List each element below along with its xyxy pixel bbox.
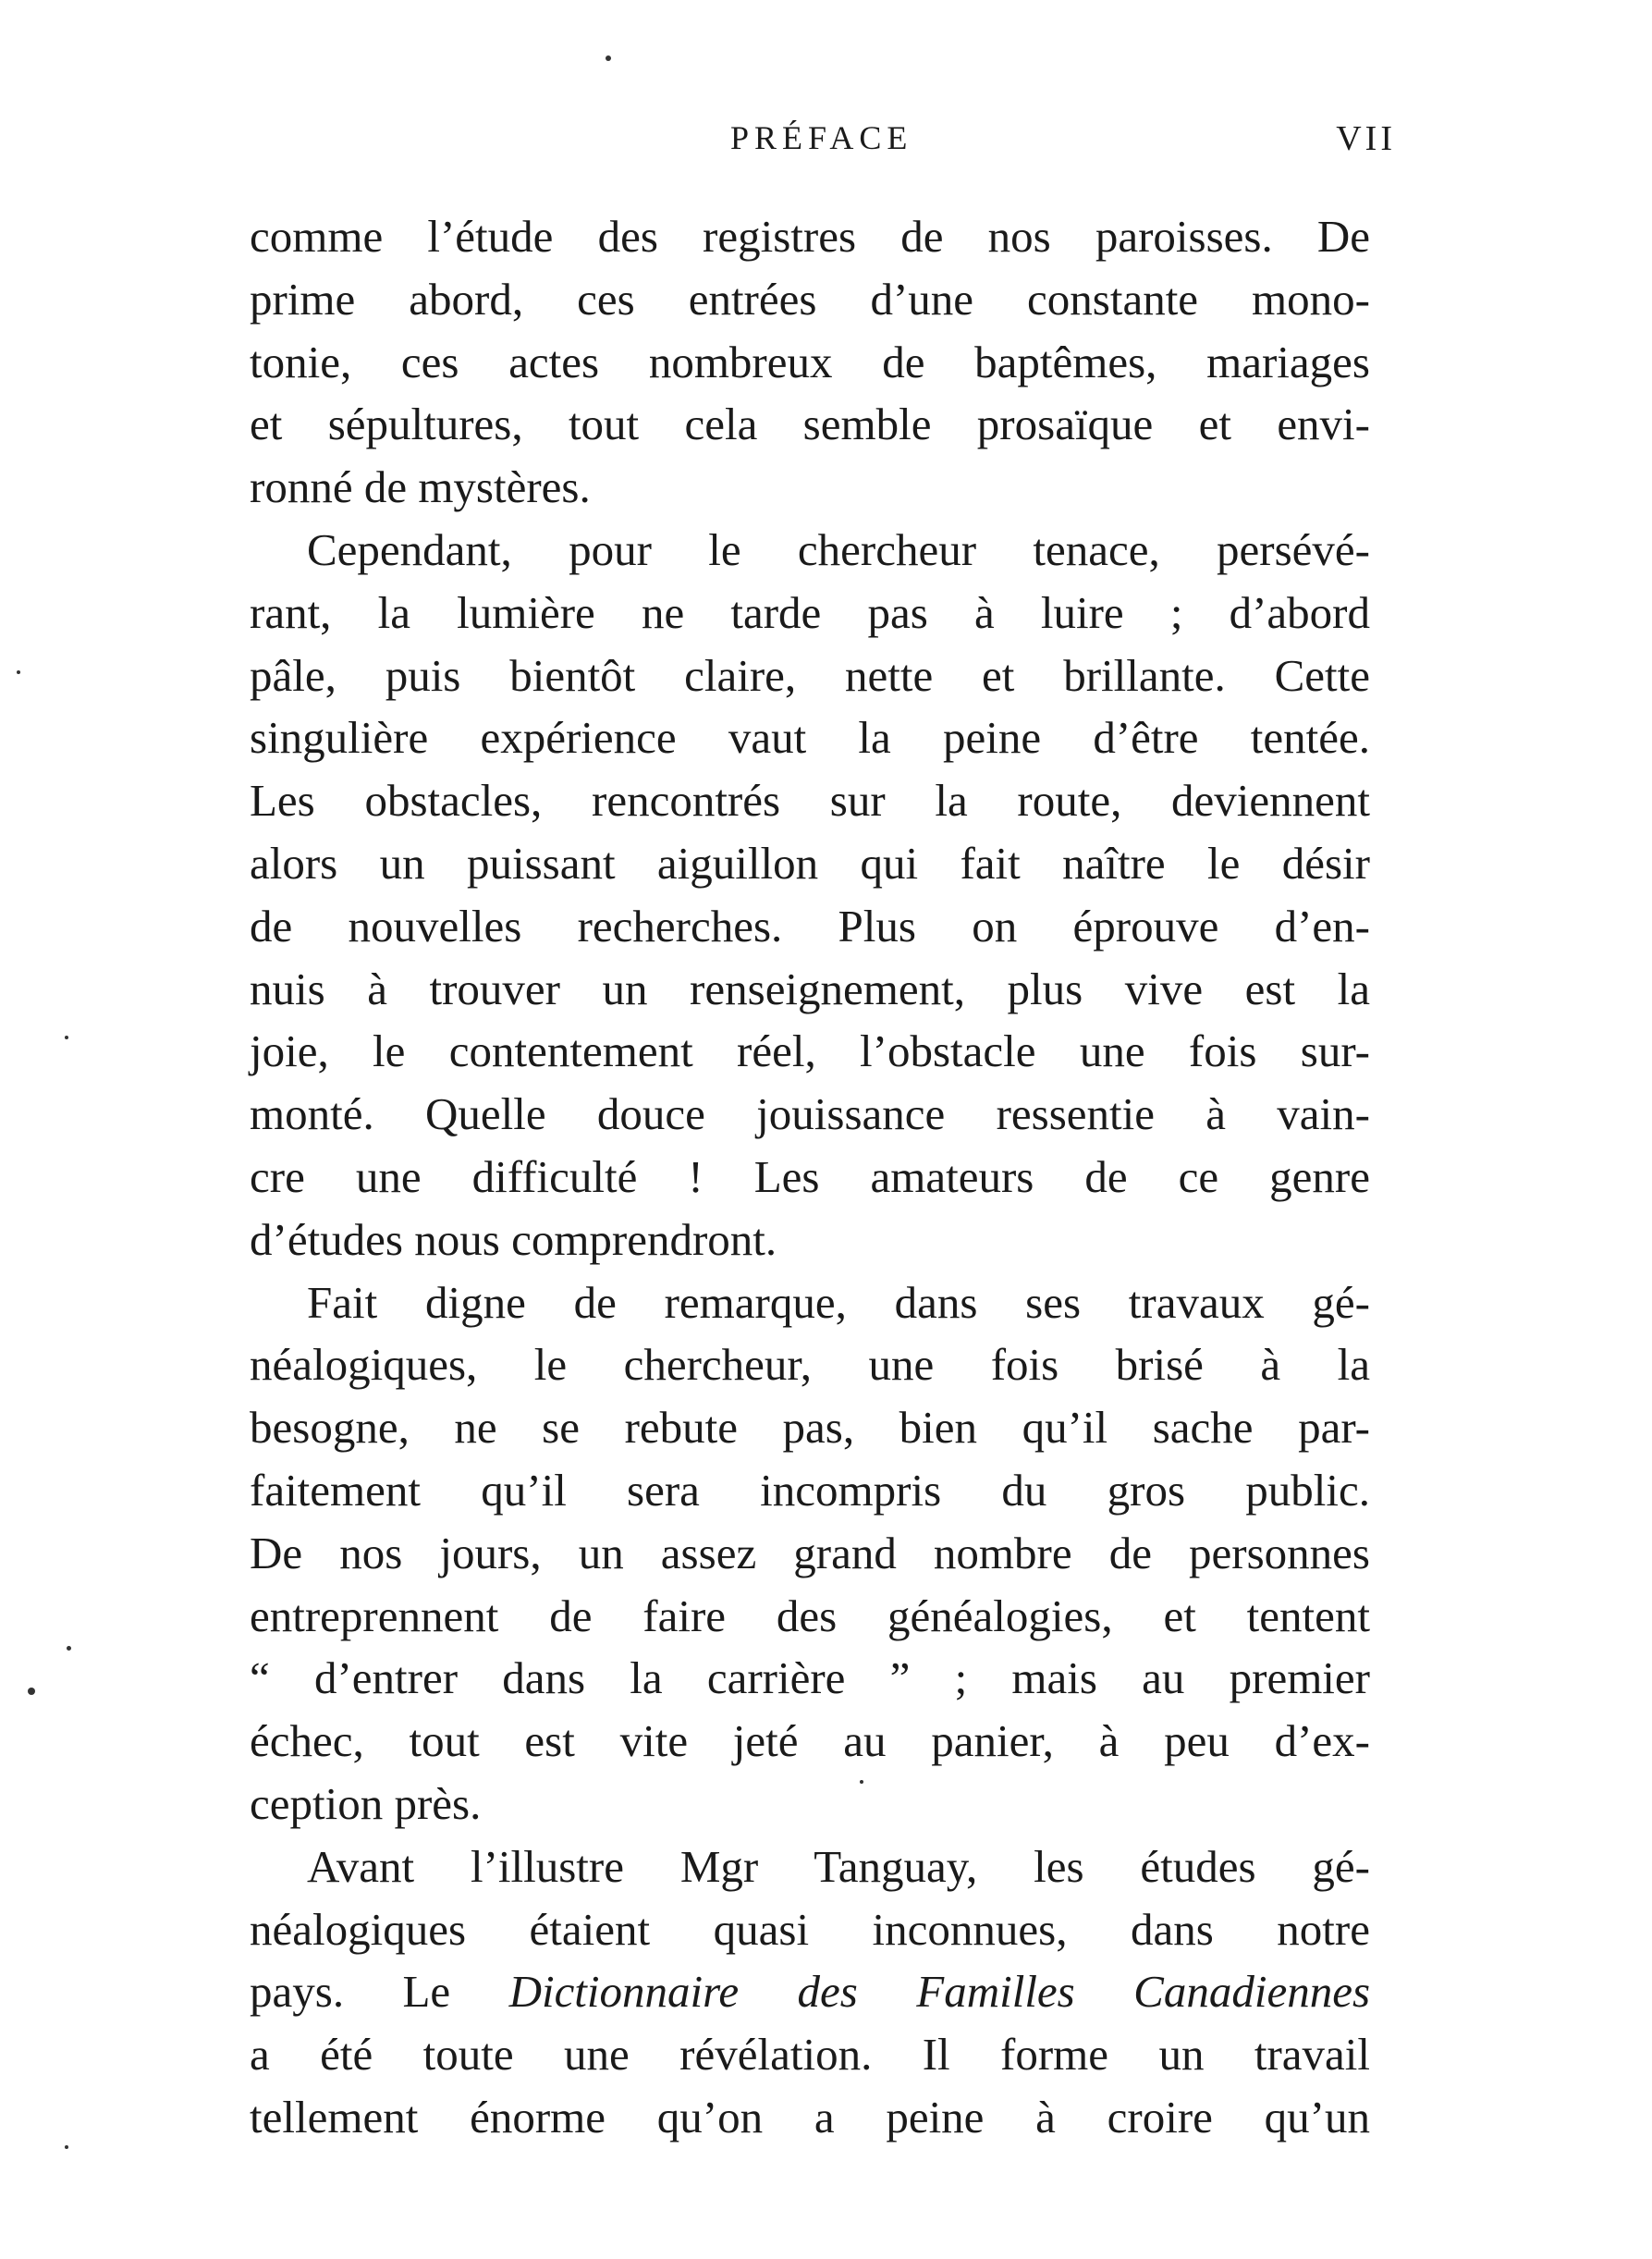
text-line: comme l’étude des registres de nos paroisses. De xyxy=(250,211,1370,262)
text-line: a été toute une révélation. Il forme un travail xyxy=(250,2029,1370,2081)
book-title-italic: Dictionnaire des Familles Canadiennes xyxy=(508,1966,1371,2018)
text-line: de nouvelles recherches. Plus on éprouve d’en- xyxy=(250,900,1370,951)
text-line: tellement énorme qu’on a peine à croire qu’un xyxy=(250,2091,1370,2142)
text-line: De nos jours, un assez grand nombre de personnes xyxy=(250,1527,1370,1578)
text-line: ception près. xyxy=(250,1777,482,1829)
text-line: tonie, ces actes nombreux de baptêmes, mariages xyxy=(250,336,1370,387)
scan-speck xyxy=(28,1688,35,1695)
text-line: d’études nous comprendront. xyxy=(250,1213,777,1265)
scan-speck xyxy=(860,1780,863,1784)
running-title: PRÉFACE xyxy=(730,119,913,156)
text-line: échec, tout est vite jeté au panier, à peu d’ex- xyxy=(250,1715,1370,1767)
text-line: joie, le contentement réel, l’obstacle une fois sur- xyxy=(250,1025,1370,1077)
text-line: pâle, puis bientôt claire, nette et brillante. Cette xyxy=(250,649,1370,701)
line-text-roman: pays. Le xyxy=(250,1966,509,2018)
text-line: singulière expérience vaut la peine d’être tentée. xyxy=(250,712,1370,764)
text-line: entreprennent de faire des généalogies, et tentent xyxy=(250,1590,1370,1641)
scan-speck xyxy=(67,1646,71,1651)
text-line: et sépultures, tout cela semble prosaïque et envi- xyxy=(250,399,1370,450)
text-line: Les obstacles, rencontrés sur la route, deviennent xyxy=(250,775,1370,827)
running-head xyxy=(250,118,1396,174)
page-number: VII xyxy=(1336,119,1396,158)
body-text xyxy=(250,205,1370,2149)
text-line: “ d’entrer dans la carrière ” ; mais au premier xyxy=(250,1652,1370,1704)
text-line: nuis à trouver un renseignement, plus vive est la xyxy=(250,963,1370,1014)
text-line: besogne, ne se rebute pas, bien qu’il sache par- xyxy=(250,1402,1370,1454)
text-line: rant, la lumière ne tarde pas à luire ; d’abord xyxy=(250,586,1370,638)
scan-speck xyxy=(17,670,20,674)
text-line: faitement qu’il sera incompris du gros public. xyxy=(250,1464,1370,1516)
text-line: monté. Quelle douce jouissance ressentie à vain- xyxy=(250,1088,1370,1140)
scan-speck xyxy=(65,1036,68,1039)
text-line: prime abord, ces entrées d’une constante mono- xyxy=(250,273,1370,325)
paragraph-first-line: Cependant, pour le chercheur tenace, persévé- xyxy=(307,523,1370,575)
scan-speck xyxy=(606,55,611,61)
text-line: cre une difficulté ! Les amateurs de ce genre xyxy=(250,1150,1370,1202)
text-line: alors un puissant aiguillon qui fait naître le désir xyxy=(250,837,1370,889)
paragraph-first-line: Fait digne de remarque, dans ses travaux gé- xyxy=(307,1276,1370,1328)
scan-speck xyxy=(65,2145,68,2149)
text-line: néalogiques étaient quasi inconnues, dans notre xyxy=(250,1903,1370,1955)
paragraph-first-line: Avant l’illustre Mgr Tanguay, les études gé- xyxy=(307,1840,1370,1892)
text-line: ronné de mystères. xyxy=(250,461,591,513)
text-line xyxy=(250,1960,1370,2023)
text-line: néalogiques, le chercheur, une fois brisé à la xyxy=(250,1339,1370,1391)
